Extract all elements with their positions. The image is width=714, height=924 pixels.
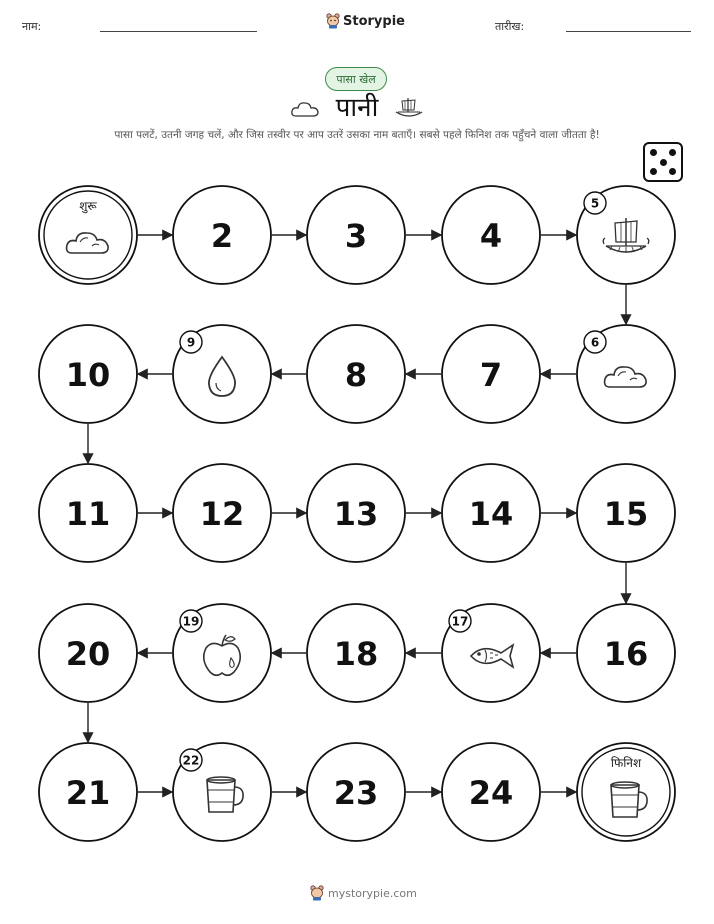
board-space-19[interactable] bbox=[173, 604, 271, 702]
space-number: 20 bbox=[65, 635, 111, 673]
board-space-24[interactable] bbox=[442, 743, 540, 841]
space-number: 8 bbox=[344, 356, 368, 394]
space-number-badge: 22 bbox=[182, 753, 200, 768]
board-space-13[interactable] bbox=[307, 464, 405, 562]
finish-label: फिनिश bbox=[610, 756, 642, 770]
board-space-12[interactable] bbox=[173, 464, 271, 562]
game-type-badge: पासा खेल bbox=[325, 67, 387, 91]
footer-url[interactable]: mystorypie.com bbox=[328, 886, 417, 900]
board-space-16[interactable] bbox=[577, 604, 675, 702]
board-space-14[interactable] bbox=[442, 464, 540, 562]
space-number-badge: 19 bbox=[182, 614, 200, 629]
board-space-15[interactable] bbox=[577, 464, 675, 562]
storypie-mascot-icon bbox=[310, 885, 324, 901]
space-number: 23 bbox=[333, 774, 379, 812]
space-number: 4 bbox=[479, 217, 503, 255]
start-space[interactable] bbox=[39, 186, 137, 284]
space-number: 10 bbox=[65, 356, 111, 394]
board-space-17[interactable] bbox=[442, 604, 540, 702]
space-number: 14 bbox=[468, 495, 514, 533]
board-space-11[interactable] bbox=[39, 464, 137, 562]
board-space-10[interactable] bbox=[39, 325, 137, 423]
board-space-23[interactable] bbox=[307, 743, 405, 841]
space-number-badge: 9 bbox=[186, 335, 196, 350]
board-space-6[interactable] bbox=[577, 325, 675, 423]
board-space-2[interactable] bbox=[173, 186, 271, 284]
board-space-3[interactable] bbox=[307, 186, 405, 284]
instructions: पासा पलटें, उतनी जगह चलें, और जिस तस्वीर पर आप उतरें उसका नाम बताएँ। सबसे पहले फिनिश तक पहुँचने वाला जीतता है! bbox=[114, 129, 600, 141]
space-number: 15 bbox=[603, 495, 649, 533]
name-label: नाम: bbox=[22, 20, 42, 33]
finish-space[interactable] bbox=[577, 743, 675, 841]
space-number: 21 bbox=[65, 774, 111, 812]
board-space-20[interactable] bbox=[39, 604, 137, 702]
board-space-8[interactable] bbox=[307, 325, 405, 423]
space-number-badge: 6 bbox=[590, 335, 600, 350]
space-number: 12 bbox=[199, 495, 245, 533]
board-space-22[interactable] bbox=[173, 743, 271, 841]
board-space-4[interactable] bbox=[442, 186, 540, 284]
space-number: 16 bbox=[603, 635, 649, 673]
board-space-7[interactable] bbox=[442, 325, 540, 423]
space-number: 24 bbox=[468, 774, 514, 812]
space-number: 13 bbox=[333, 495, 379, 533]
space-number-badge: 17 bbox=[451, 614, 469, 629]
board-space-9[interactable] bbox=[173, 325, 271, 423]
space-number: 2 bbox=[210, 217, 234, 255]
space-number: 18 bbox=[333, 635, 379, 673]
board-space-21[interactable] bbox=[39, 743, 137, 841]
date-label: तारीख: bbox=[495, 20, 525, 33]
space-number: 11 bbox=[65, 495, 111, 533]
space-number: 3 bbox=[344, 217, 368, 255]
brand-name: Storypie bbox=[343, 13, 405, 29]
footer bbox=[310, 885, 417, 901]
board-space-18[interactable] bbox=[307, 604, 405, 702]
title-text: पानी bbox=[335, 93, 379, 123]
start-label: शुरू bbox=[79, 199, 97, 213]
board-space-5[interactable] bbox=[577, 186, 675, 284]
space-number: 7 bbox=[479, 356, 503, 394]
space-number-badge: 5 bbox=[590, 196, 600, 211]
